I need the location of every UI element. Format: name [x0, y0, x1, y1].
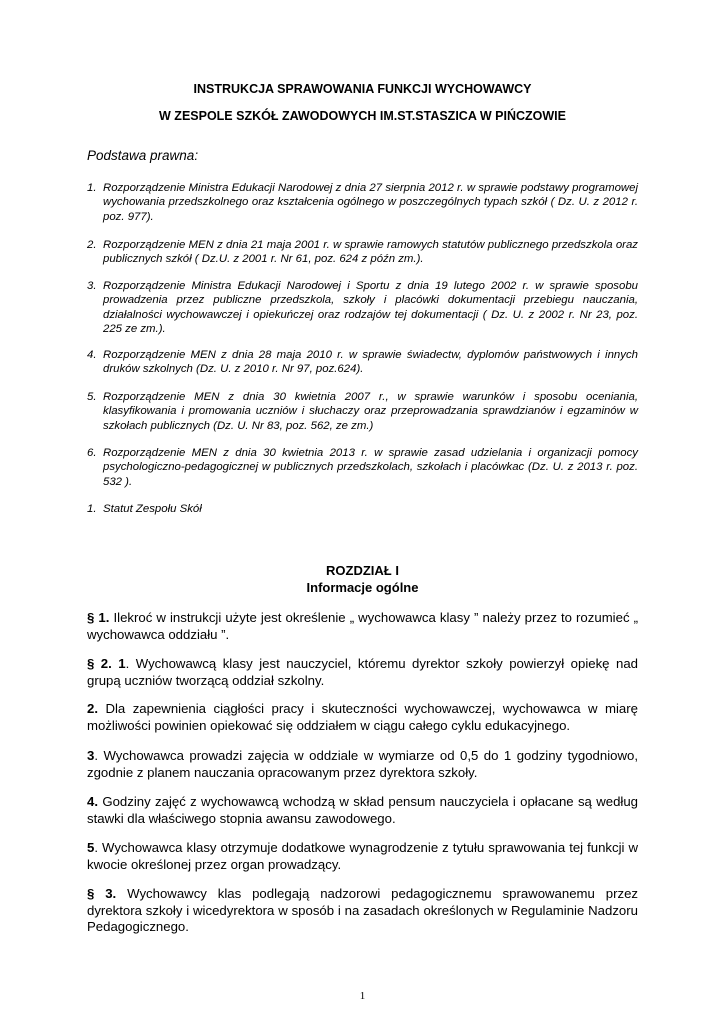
reference-text: Rozporządzenie Ministra Edukacji Narodowej z dnia 27 sierpnia 2012 r. w sprawie podstawy programowej wychowania przedszkolnego oraz kształcenia ogólnego w poszczególnych typach szkół ( Dz. U. z 2012 r. poz. 977). — [103, 182, 638, 223]
reference-number: 1. — [87, 503, 97, 515]
chapter-title: ROZDZIAŁ I — [326, 563, 399, 578]
legal-basis-heading: Podstawa prawna: — [87, 148, 199, 163]
paragraph-marker: 3 — [87, 748, 95, 763]
document-title-line-2: W ZESPOLE SZKÓŁ ZAWODOWYCH IM.ST.STASZICA W PIŃCZOWIE — [159, 109, 566, 123]
section-paragraph — [87, 610, 638, 643]
reference-number: 3. — [87, 280, 97, 292]
legal-reference-item — [87, 446, 638, 489]
paragraph-text: Ilekroć w instrukcji użyte jest określenie „ wychowawca klasy ” należy przez to rozumieć „ wychowawca oddziału ”. — [87, 610, 638, 642]
section-paragraph — [87, 656, 638, 689]
reference-text: Rozporządzenie MEN z dnia 28 maja 2010 r. w sprawie świadectw, dyplomów państwowych i innych druków szkolnych (Dz. U. z 2010 r. Nr 97, poz.624). — [103, 349, 638, 376]
reference-number: 1. — [87, 182, 97, 194]
legal-reference-item — [87, 279, 638, 336]
chapter-subtitle: Informacje ogólne — [306, 580, 419, 595]
paragraph-text: . Wychowawca prowadzi zajęcia w oddziale w wymiarze od 0,5 do 1 godziny tygodniowo, zgodnie z planem nauczania opracowanym przez dyrektora szkoły. — [87, 748, 638, 780]
document-title-line-1: INSTRUKCJA SPRAWOWANIA FUNKCJI WYCHOWAWCY — [193, 82, 532, 96]
legal-reference-item — [87, 390, 638, 433]
paragraph-marker: 2. — [87, 701, 98, 716]
paragraph-marker: 5 — [87, 840, 95, 855]
paragraph-marker: 4. — [87, 794, 98, 809]
paragraph-marker: § 1. — [87, 610, 110, 625]
reference-text: Rozporządzenie MEN z dnia 21 maja 2001 r. w sprawie ramowych statutów publicznego przedszkola oraz publicznych szkół ( Dz.U. z 2001 r. Nr 61, poz. 624 z późn zm.). — [103, 239, 638, 266]
paragraph-marker: § 2. 1 — [87, 656, 126, 671]
reference-text: Statut Zespołu Skół — [103, 503, 202, 515]
paragraph-text: Godziny zajęć z wychowawcą wchodzą w skład pensum nauczyciela i opłacane są według stawki dla właściwego stopnia awansu zawodowego. — [87, 794, 638, 826]
page-number: 1 — [359, 990, 366, 1002]
section-paragraph — [87, 886, 638, 936]
reference-text: Rozporządzenie Ministra Edukacji Narodowej i Sportu z dnia 19 lutego 2002 r. w sprawie sposobu prowadzenia przez publiczne przedszkola, szkoły i placówki dokumentacji przebiegu nauczania, działalności wychowawczej i opiekuńczej oraz rodzajów tej dokumentacji ( Dz. U. z 2002 r. Nr 23, poz. 225 ze zm.). — [103, 280, 638, 335]
reference-text: Rozporządzenie MEN z dnia 30 kwietnia 2013 r. w sprawie zasad udzielania i organizacji pomocy psychologiczno-pedagogicznej w publicznych przedszkolach, szkołach i placówkac (Dz. U. z 2013 r. poz. 532 ). — [103, 447, 638, 488]
legal-reference-item — [87, 348, 638, 377]
paragraph-text: Dla zapewnienia ciągłości pracy i skuteczności wychowawczej, wychowawca w miarę możliwości powinien opiekować się oddziałem w ciągu całego cyklu edukacyjnego. — [87, 701, 638, 733]
section-paragraph — [87, 794, 638, 827]
legal-reference-item — [87, 502, 638, 516]
legal-reference-item — [87, 238, 638, 267]
reference-number: 5. — [87, 391, 97, 403]
paragraph-marker: § 3. — [87, 886, 117, 901]
reference-number: 4. — [87, 349, 97, 361]
reference-text: Rozporządzenie MEN z dnia 30 kwietnia 2007 r., w sprawie warunków i sposobu oceniania, klasyfikowania i promowania uczniów i słuchaczy oraz przeprowadzania sprawdzianów i egzaminów w szkołach publicznych (Dz. U. Nr 83, poz. 562, ze zm.) — [103, 391, 638, 432]
section-paragraph — [87, 840, 638, 873]
reference-number: 6. — [87, 447, 97, 459]
section-paragraph — [87, 701, 638, 734]
paragraph-text: . Wychowawca klasy otrzymuje dodatkowe wynagrodzenie z tytułu sprawowania tej funkcji w kwocie określonej przez organ prowadzący. — [87, 840, 638, 872]
reference-number: 2. — [87, 239, 97, 251]
paragraph-text: Wychowawcy klas podlegają nadzorowi pedagogicznemu sprawowanemu przez dyrektora szkoły i wicedyrektora w sposób i na zasadach określonych w Regulaminie Nadzoru Pedagogicznego. — [87, 886, 639, 934]
paragraph-text: . Wychowawcą klasy jest nauczyciel, któremu dyrektor szkoły powierzył opiekę nad grupą uczniów tworzącą oddział szkolny. — [87, 656, 638, 688]
section-paragraph — [87, 748, 638, 781]
legal-reference-item — [87, 181, 638, 224]
